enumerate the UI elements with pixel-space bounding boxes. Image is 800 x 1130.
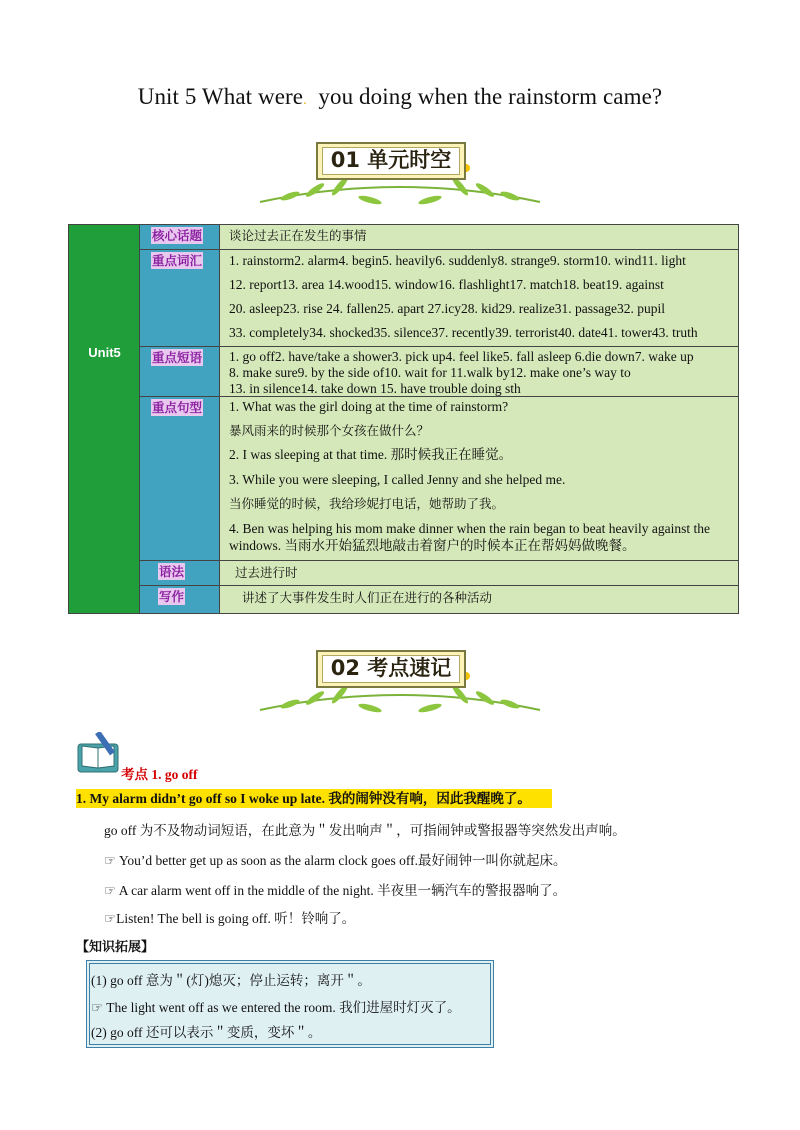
extension-box: [86, 960, 494, 1048]
kaodian-explanation: go off 为不及物动词短语，在此意为＂发出响声＂，可指闹钟或警报器等突然发出声响。: [104, 823, 626, 838]
content-cell-phrases: [220, 347, 738, 397]
unit-overview-table: [68, 224, 739, 614]
extension-line: ☞ The light went off as we entered the room. 我们进屋时灯灭了。: [91, 1000, 461, 1015]
sentence-line: 2. I was sleeping at that time. 那时候我正在睡觉。: [229, 447, 513, 462]
sentence-line: 暴风雨来的时候那个女孩在做什么？: [229, 423, 430, 438]
category-cell-phrases: [140, 347, 220, 397]
extension-title: 【知识拓展】: [76, 940, 155, 955]
title-part1: Unit 5 What were: [137, 84, 304, 109]
category-label-topic: 核心话题: [152, 228, 203, 243]
content-cell-writing: [220, 586, 738, 613]
category-cell-sentences: [140, 397, 220, 561]
vocab-line: 12. report13. area 14.wood15. window16. flashlight17. match18. beat19. against: [229, 277, 664, 292]
sentence-line: windows. 当雨水开始猛烈地敲击着窗户的时候本正在帮妈妈做晚餐。: [229, 538, 636, 553]
example-sentence: ☞ A car alarm went off in the middle of the night. 半夜里一辆汽车的警报器响了。: [104, 883, 567, 898]
title-dot: .: [303, 93, 307, 108]
unit-label: Unit5: [88, 345, 121, 360]
section-banner-2: [250, 650, 550, 720]
banner-2-label: 02 考点速记: [330, 656, 452, 680]
extension-line: (1) go off 意为＂(灯)熄灭；停止运转；离开＂。: [91, 973, 371, 988]
kaodian-heading: 1. My alarm didn’t go off so I woke up late. 我的闹钟没有响，因此我醒晚了。: [76, 791, 531, 806]
grammar-text: 过去进行时: [235, 565, 298, 580]
content-cell-sentences: [220, 397, 738, 561]
topic-text: 谈论过去正在发生的事情: [229, 228, 367, 243]
sentence-line: 3. While you were sleeping, I called Jenny and she helped me.: [229, 472, 566, 487]
sentence-line: 当你睡觉的时候，我给珍妮打电话，她帮助了我。: [229, 496, 505, 511]
category-label-writing: 写作: [159, 589, 185, 604]
category-label-phrases: 重点短语: [152, 350, 203, 365]
example-sentence: ☞Listen! The bell is going off. 听！铃响了。: [104, 911, 356, 926]
category-cell-writing: [140, 586, 220, 613]
category-cell-grammar: [140, 561, 220, 586]
category-cell-vocabulary: [140, 250, 220, 347]
vocab-line: 33. completely34. shocked35. silence37. recently39. terrorist40. date41. tower43. truth: [229, 325, 698, 340]
sentence-line: 4. Ben was helping his mom make dinner when the rain began to beat heavily against the: [229, 521, 710, 536]
vocab-line: 20. asleep23. rise 24. fallen25. apart 27.icy28. kid29. realize31. passage32. pupil: [229, 301, 666, 316]
category-label-sentences: 重点句型: [152, 400, 203, 415]
extension-line: (2) go off 还可以表示＂变质，变坏＂。: [91, 1025, 322, 1040]
writing-text: 讲述了大事件发生时人们正在进行的各种活动: [242, 590, 493, 605]
banner-1-label: 01 单元时空: [330, 148, 452, 172]
phrase-line: 8. make sure9. by the side of10. wait for 11.walk by12. make one’s way to: [229, 365, 631, 380]
category-label-grammar: 语法: [159, 564, 185, 579]
title-part2: you doing when the rainstorm came?: [318, 84, 663, 109]
content-cell-grammar: [220, 561, 738, 586]
content-cell-topic: [220, 225, 738, 250]
phrase-line: 1. go off2. have/take a shower3. pick up4. feel like5. fall asleep 6.die down7. wake up: [229, 349, 694, 364]
kaodian-label: 考点 1. go off: [121, 767, 198, 782]
category-label-vocabulary: 重点词汇: [152, 253, 203, 268]
category-cell-topic: [140, 225, 220, 250]
open-book-pencil-icon: [76, 732, 122, 774]
phrase-line: 13. in silence14. take down 15. have trouble doing sth: [229, 381, 521, 396]
document-title: [0, 84, 800, 110]
unit-cell: [69, 225, 140, 613]
sentence-line: 1. What was the girl doing at the time of rainstorm?: [229, 399, 509, 414]
vocab-line: 1. rainstorm2. alarm4. begin5. heavily6. suddenly8. strange9. storm10. wind11. light: [229, 253, 686, 268]
content-cell-vocabulary: [220, 250, 738, 347]
example-sentence: ☞ You’d better get up as soon as the alarm clock goes off.最好闹钟一叫你就起床。: [104, 853, 567, 868]
section-banner-1: [250, 142, 550, 212]
